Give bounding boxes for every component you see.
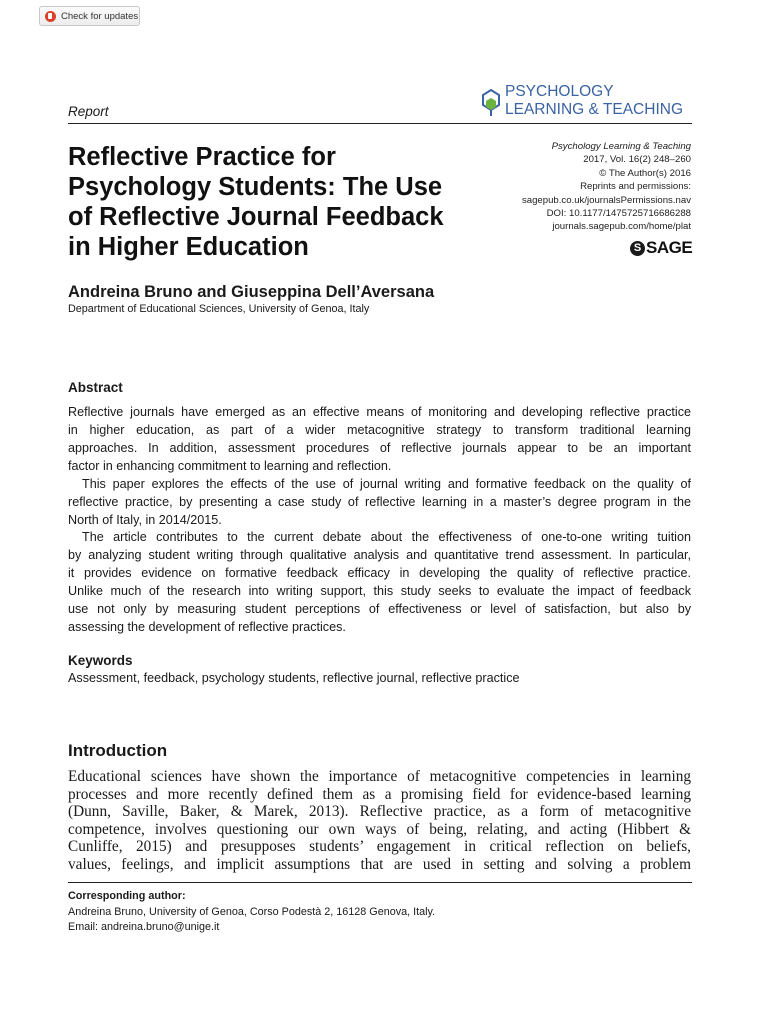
text-line: Cunliffe, 2015) and presupposes students’ engagement in critical reflection on beliefs, — [68, 838, 691, 855]
doi-link[interactable]: DOI: 10.1177/1475725716686288 — [546, 208, 691, 220]
text-line: competence, involves questioning our own ways of being, relating, and acting (Hibbert & — [68, 820, 691, 838]
text-line: This paper explores the effects of the use of journal writing and formative feedback on the quality of — [82, 477, 691, 491]
sage-logo-icon: S — [630, 241, 645, 256]
title-line: in Higher Education — [68, 233, 309, 261]
text-line: reflective practice, by presenting a case study of reflective learning in a master’s degree program in the — [68, 495, 691, 509]
text-line: The article contributes to the current debate about the effectiveness of one-to-one writing tuition — [82, 530, 691, 544]
journal-name: Psychology Learning & Teaching — [551, 141, 691, 152]
journal-logo-hexagon-icon — [482, 89, 500, 117]
keywords-list: Assessment, feedback, psychology students, reflective journal, reflective practice — [68, 671, 520, 685]
text-line: by analyzing student writing through qualitative analysis and quantitative trend assessment. In particular, — [68, 548, 691, 562]
text-line: factor in enhancing commitment to learning and reflection. — [68, 459, 392, 473]
abstract-paragraph-3 — [68, 528, 691, 636]
title-line: Reflective Practice for — [68, 143, 336, 171]
check-for-updates-label: Check for updates — [61, 10, 139, 22]
text-line: values, feelings, and implicit assumptions that are used in setting and solving a problem — [68, 855, 691, 873]
text-line: use not only by measuring student perceptions of effectiveness or level of satisfaction, but also by — [68, 602, 691, 616]
header-divider — [68, 123, 692, 124]
text-line: in higher education, as part of a wider metacognitive strategy to transform traditional learning — [68, 423, 691, 437]
sage-logo-text: SAGE — [646, 238, 693, 257]
reprints-label: Reprints and permissions: — [580, 181, 691, 193]
title-line: of Reflective Journal Feedback — [68, 203, 444, 231]
text-line: approaches. In addition, assessment procedures of reflective journals appear to be an important — [68, 441, 691, 455]
text-line: assessing the development of reflective practices. — [68, 620, 346, 634]
corresponding-author-heading: Corresponding author: — [68, 890, 186, 902]
journal-metadata — [471, 140, 691, 234]
journal-logo-line1: PSYCHOLOGY — [505, 83, 614, 100]
text-line: Unlike much of the research into writing support, this study seeks to evaluate the impact of feedback — [68, 584, 691, 598]
journal-logo — [480, 83, 692, 119]
sage-logo — [630, 238, 692, 258]
journal-volume: 2017, Vol. 16(2) 248–260 — [583, 154, 691, 166]
introduction-paragraph — [68, 768, 691, 873]
article-type-label: Report — [68, 104, 109, 119]
corresponding-author-address: Andreina Bruno, University of Genoa, Corso Podestà 2, 16128 Genova, Italy. — [68, 906, 436, 918]
author-affiliation: Department of Educational Sciences, University of Genoa, Italy — [68, 303, 370, 315]
abstract-paragraph-1 — [68, 403, 691, 475]
text-line: (Dunn, Saville, Baker, & Marek, 2013). Reflective practice, as a form of metacognitive — [68, 803, 691, 820]
text-line: processes and more recently defined them as a promising field for evidence-based learning — [68, 785, 691, 803]
corresponding-author-email[interactable]: Email: andreina.bruno@unige.it — [68, 921, 220, 933]
text-line: it provides evidence on formative feedback efficacy in developing the quality of reflective practice. — [68, 566, 691, 580]
text-line: Reflective journals have emerged as an effective means of monitoring and developing reflective practice — [68, 405, 691, 419]
copyright-notice: © The Author(s) 2016 — [599, 167, 691, 179]
introduction-heading: Introduction — [68, 741, 168, 760]
text-line: North of Italy, in 2014/2015. — [68, 513, 222, 527]
permissions-link[interactable]: sagepub.co.uk/journalsPermissions.nav — [521, 194, 691, 206]
article-title — [68, 142, 498, 262]
journal-logo-line2: LEARNING & TEACHING — [505, 101, 684, 118]
abstract-paragraph-2 — [68, 475, 691, 529]
author-names: Andreina Bruno and Giuseppina Dell’Aversana — [68, 283, 435, 301]
update-badge-icon — [45, 11, 56, 22]
abstract-heading: Abstract — [68, 380, 123, 395]
footnote-divider — [68, 882, 692, 883]
text-line: Educational sciences have shown the importance of metacognitive competencies in learning — [68, 768, 691, 785]
keywords-heading: Keywords — [68, 653, 133, 668]
check-for-updates-button[interactable] — [39, 6, 140, 26]
journal-home-link[interactable]: journals.sagepub.com/home/plat — [552, 221, 691, 233]
title-line: Psychology Students: The Use — [68, 173, 443, 201]
